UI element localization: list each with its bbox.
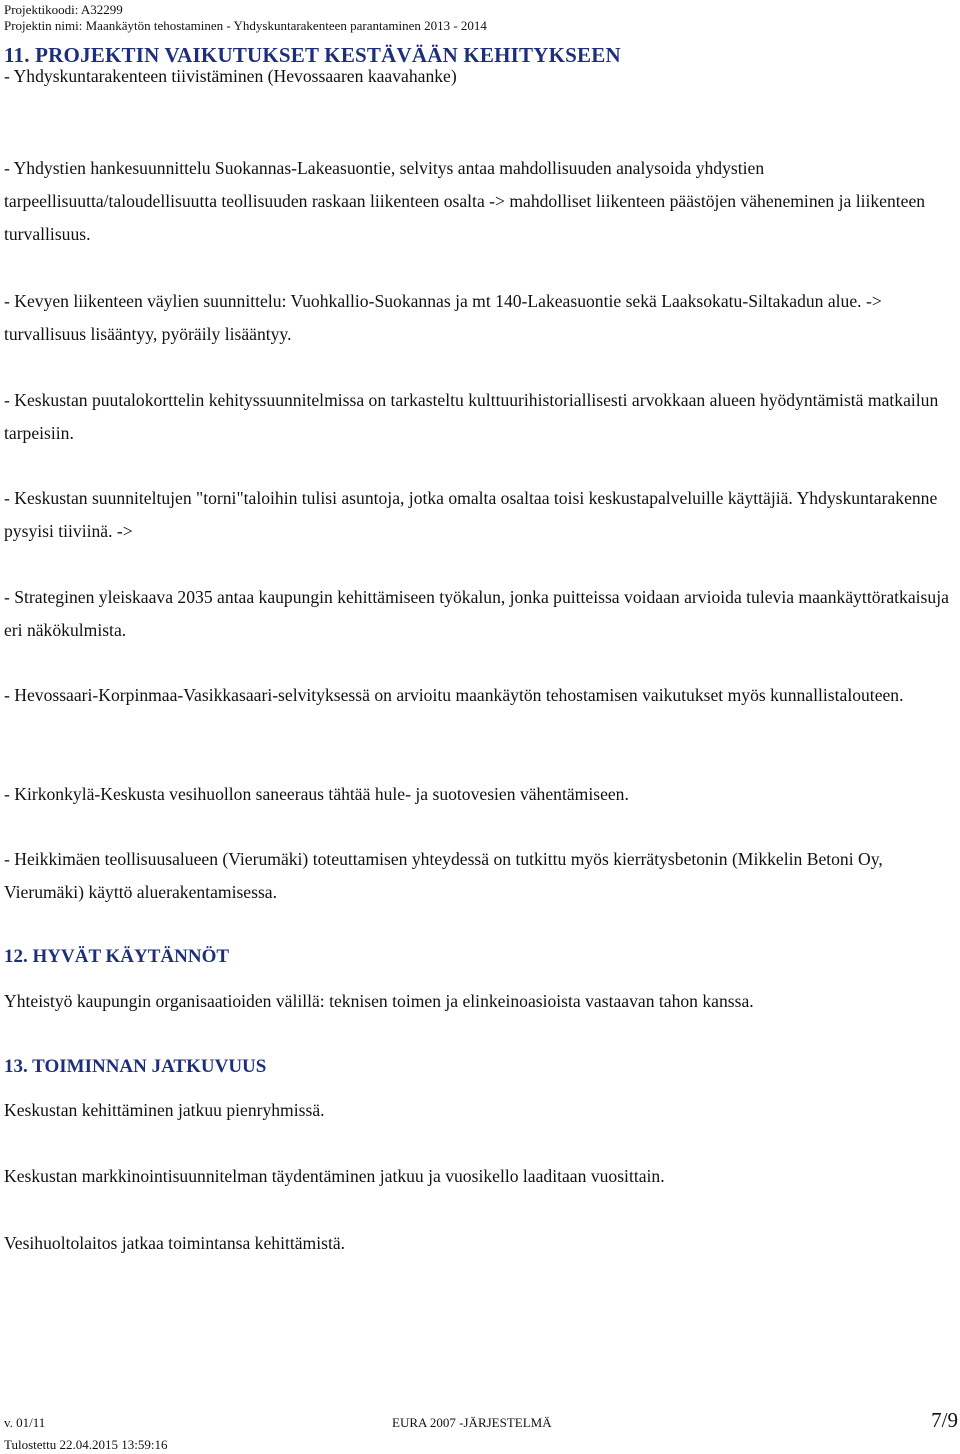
section-12-paragraph: Yhteistyö kaupungin organisaatioiden välillä: teknisen toimen ja elinkeinoasioista vastaavan tahon kanssa.: [4, 991, 754, 1011]
footer-printed-date: Tulostettu 22.04.2015 13:59:16: [4, 1437, 168, 1452]
page-number: 7/9: [931, 1408, 958, 1432]
project-name: Projektin nimi: Maankäytön tehostaminen - Yhdyskuntarakenteen parantaminen 2013 - 2014: [4, 18, 487, 33]
section-13-paragraph: Vesihuoltolaitos jatkaa toimintansa kehittämistä.: [4, 1233, 346, 1253]
footer-system: EURA 2007 -JÄRJESTELMÄ: [392, 1415, 552, 1430]
section-11-paragraph: - Heikkimäen teollisuusalueen (Vierumäki) toteuttamisen yhteydessä on tutkittu myös kierrätysbetonin (Mikkelin Betoni Oy, Vierumäki) käyttö aluerakentamisessa.: [4, 849, 883, 902]
section-13-paragraph: Keskustan kehittäminen jatkuu pienryhmissä.: [4, 1100, 325, 1120]
section-11-paragraph: - Strateginen yleiskaava 2035 antaa kaupungin kehittämiseen työkalun, jonka puitteissa voidaan arvioida tulevia maankäyttöratkaisuja eri näkökulmista.: [4, 587, 949, 640]
section-13-heading: 13. TOIMINNAN JATKUVUUS: [4, 1056, 267, 1077]
section-11-paragraph: - Yhdyskuntarakenteen tiivistäminen (Hevossaaren kaavahanke): [4, 66, 457, 86]
section-12-heading: 12. HYVÄT KÄYTÄNNÖT: [4, 946, 230, 967]
section-11-paragraph: - Kirkonkylä-Keskusta vesihuollon saneeraus tähtää hule- ja suotovesien vähentämiseen.: [4, 784, 629, 804]
section-13-paragraph: Keskustan markkinointisuunnitelman täydentäminen jatkuu ja vuosikello laaditaan vuosittain.: [4, 1166, 665, 1186]
project-code: Projektikoodi: A32299: [4, 2, 123, 17]
section-11-heading: 11. PROJEKTIN VAIKUTUKSET KESTÄVÄÄN KEHITYKSEEN: [4, 43, 621, 67]
section-11-paragraph: - Yhdystien hankesuunnittelu Suokannas-Lakeasuontie, selvitys antaa mahdollisuuden analysoida yhdystien tarpeellisuutta/taloudellisuutta teollisuuden raskaan liikenteen osalta -> mahdolliset liikenteen päästöjen väheneminen ja liikenteen turvallisuus.: [4, 158, 926, 244]
section-11-paragraph: - Hevossaari-Korpinmaa-Vasikkasaari-selvityksessä on arvioitu maankäytön tehostamisen vaikutukset myös kunnallistalouteen.: [4, 685, 904, 705]
footer-version: v. 01/11: [4, 1415, 46, 1430]
section-11-paragraph: - Keskustan puutalokorttelin kehityssuunnitelmissa on tarkasteltu kulttuurihistoriallisesti arvokkaan alueen hyödyntämistä matkailun tarpeisiin.: [4, 390, 939, 443]
section-11-paragraph: - Keskustan suunniteltujen "torni"taloihin tulisi asuntoja, jotka omalta osaltaa toisi keskustapalveluille käyttäjiä. Yhdyskuntarakenne pysyisi tiiviinä. ->: [4, 488, 938, 541]
section-11-paragraph: - Kevyen liikenteen väylien suunnittelu: Vuohkallio-Suokannas ja mt 140-Lakeasuontie sekä Laaksokatu-Siltakadun alue. -> turvallisuus lisääntyy, pyöräily lisääntyy.: [4, 291, 882, 344]
